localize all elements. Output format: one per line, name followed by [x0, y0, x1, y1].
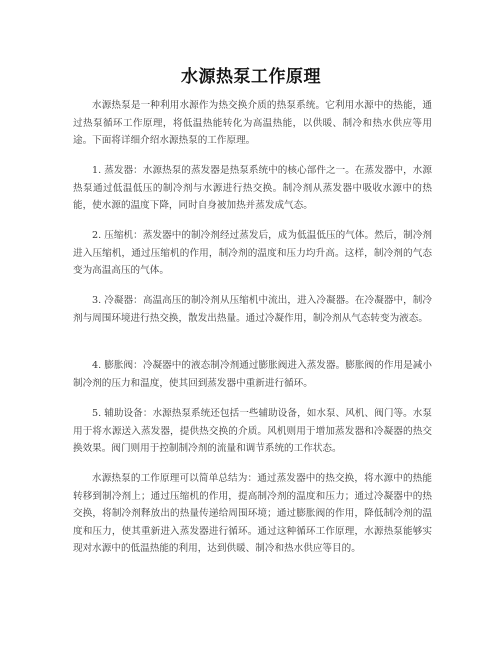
document-title: 水源热泵工作原理 — [181, 67, 321, 87]
evaporator-paragraph: 1. 蒸发器：水源热泵的蒸发器是热泵系统中的核心部件之一。在蒸发器中，水源热泵通过低温低压的制冷剂与水源进行热交换。制冷剂从蒸发器中吸收水源中的热能，使水源的温度下降，同时自身被加热并蒸发成气态。 — [73, 165, 432, 211]
summary-paragraph: 水源热泵的工作原理可以简单总结为：通过蒸发器中的热交换，将水源中的热能转移到制冷剂上；通过压缩机的作用，提高制冷剂的温度和压力；通过冷凝器中的热交换，将制冷剂释放出的热量传递给周围环境；通过膨胀阀的作用，降低制冷剂的温度和压力，使其重新进入蒸发器进行循环。通过这种循环工作原理，水源热泵能够实现对水源中的低温热能的利用，达到供暖、制冷和热水供应等目的。 — [73, 473, 432, 554]
expansion-valve-paragraph: 4. 膨胀阀：冷凝器中的液态制冷剂通过膨胀阀进入蒸发器。膨胀阀的作用是减小制冷剂的压力和温度，使其回到蒸发器中重新进行循环。 — [73, 360, 432, 389]
condenser-paragraph: 3. 冷凝器：高温高压的制冷剂从压缩机中流出，进入冷凝器。在冷凝器中，制冷剂与周围环境进行热交换，散发出热量。通过冷凝作用，制冷剂从气态转变为液态。 — [73, 295, 432, 324]
intro-paragraph: 水源热泵是一种利用水源作为热交换介质的热泵系统。它利用水源中的热能，通过热泵循环工作原理，将低温热能转化为高温热能，以供暖、制冷和热水供应等用途。下面将详细介绍水源热泵的工作原理。 — [73, 100, 432, 146]
auxiliary-equipment-paragraph: 5. 辅助设备：水源热泵系统还包括一些辅助设备，如水泵、风机、阀门等。水泵用于将水源送入蒸发器，提供热交换的介质。风机则用于增加蒸发器和冷凝器的热交换效果。阀门则用于控制制冷剂的流量和调节系统的工作状态。 — [73, 408, 432, 454]
compressor-paragraph: 2. 压缩机：蒸发器中的制冷剂经过蒸发后，成为低温低压的气体。然后，制冷剂进入压缩机，通过压缩机的作用，制冷剂的温度和压力均升高。这样，制冷剂的气态变为高温高压的气体。 — [73, 230, 432, 276]
